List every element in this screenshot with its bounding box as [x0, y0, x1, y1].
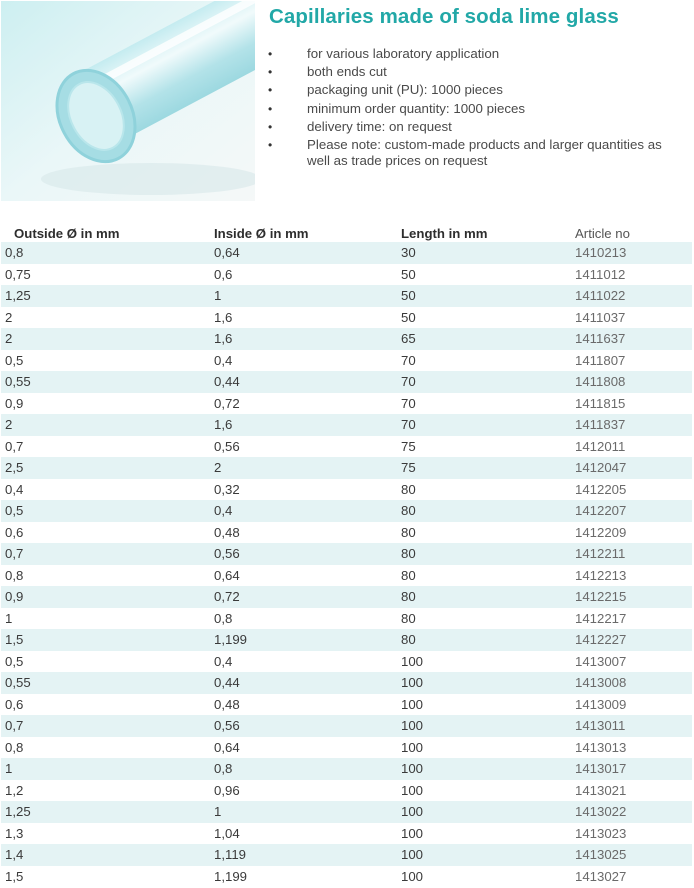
table-row — [1, 758, 692, 780]
cell-outside-diameter: 2 — [1, 328, 210, 350]
cell-outside-diameter: 0,9 — [5, 395, 24, 411]
table-row — [1, 479, 692, 501]
page-title: Capillaries made of soda lime glass — [269, 5, 619, 28]
table-row — [1, 543, 692, 565]
cell-inside-diameter: 1,199 — [210, 629, 397, 651]
table-row — [1, 242, 692, 264]
cell-article-no: 1411012 — [575, 266, 626, 282]
cell-article-no: 1413017 — [571, 758, 692, 780]
cell-inside-diameter: 0,6 — [214, 266, 233, 282]
cell-article-no: 1413023 — [575, 825, 627, 841]
cell-length: 100 — [397, 758, 571, 780]
cell-article-no: 1412211 — [571, 543, 692, 565]
cell-inside-diameter: 0,48 — [214, 524, 240, 540]
cell-length: 100 — [397, 844, 571, 866]
cell-inside-diameter: 0,48 — [214, 696, 240, 712]
table-row — [1, 801, 692, 823]
table-row — [1, 285, 692, 307]
cell-article-no: 1413011 — [571, 715, 692, 737]
header-outside-diameter: Outside Ø in mm — [14, 226, 120, 241]
cell-inside-diameter: 0,32 — [214, 481, 240, 497]
feature-item: • delivery time: on request — [268, 118, 452, 134]
cell-length: 70 — [401, 352, 416, 368]
header-inside-diameter: Inside Ø in mm — [214, 226, 309, 241]
cell-article-no: 1411837 — [571, 414, 692, 436]
cell-inside-diameter: 0,8 — [214, 610, 233, 626]
table-row — [1, 457, 692, 479]
header-article-no: Article no — [575, 226, 630, 241]
table-row — [1, 651, 692, 673]
cell-outside-diameter: 1,4 — [1, 844, 210, 866]
cell-outside-diameter: 0,6 — [5, 696, 24, 712]
table-row — [1, 866, 692, 888]
table-row — [1, 522, 692, 544]
cell-article-no: 1413013 — [575, 739, 627, 755]
feature-list — [268, 46, 688, 171]
table-row — [1, 328, 692, 350]
cell-inside-diameter: 0,96 — [214, 782, 240, 798]
cell-article-no: 1413022 — [571, 801, 692, 823]
cell-length: 50 — [397, 285, 571, 307]
cell-inside-diameter: 1 — [210, 801, 397, 823]
bullet-icon: • — [268, 119, 273, 134]
cell-outside-diameter: 0,5 — [5, 352, 24, 368]
cell-article-no: 1411808 — [571, 371, 692, 393]
cell-inside-diameter: 0,72 — [210, 586, 397, 608]
cell-outside-diameter: 1,3 — [5, 825, 24, 841]
cell-outside-diameter: 1,25 — [1, 285, 210, 307]
cell-length: 80 — [401, 610, 416, 626]
bullet-icon: • — [268, 65, 273, 80]
cell-outside-diameter: 0,8 — [1, 242, 210, 264]
cell-inside-diameter: 1,04 — [214, 825, 240, 841]
cell-length: 65 — [397, 328, 571, 350]
cell-inside-diameter: 1 — [210, 285, 397, 307]
cell-inside-diameter: 0,8 — [210, 758, 397, 780]
cell-inside-diameter: 0,56 — [210, 543, 397, 565]
cell-length: 80 — [397, 586, 571, 608]
feature-item: • packaging unit (PU): 1000 pieces — [268, 82, 503, 98]
table-row — [1, 436, 692, 458]
table-row — [1, 586, 692, 608]
table-header-row — [1, 221, 692, 242]
cell-length: 80 — [397, 500, 571, 522]
table-row — [1, 823, 692, 845]
feature-item: • minimum order quantity: 1000 pieces — [268, 100, 526, 116]
cell-length: 50 — [401, 309, 416, 325]
cell-article-no: 1412207 — [571, 500, 692, 522]
cell-inside-diameter: 0,64 — [210, 242, 397, 264]
table-row — [1, 565, 692, 587]
cell-article-no: 1410213 — [571, 242, 692, 264]
cell-length: 75 — [401, 438, 416, 454]
cell-inside-diameter: 0,4 — [210, 500, 397, 522]
cell-article-no: 1412217 — [575, 610, 627, 626]
cell-article-no: 1412213 — [575, 567, 627, 583]
cell-article-no: 1413025 — [571, 844, 692, 866]
cell-inside-diameter: 1,6 — [214, 309, 233, 325]
cell-inside-diameter: 0,4 — [214, 653, 233, 669]
cell-inside-diameter: 0,56 — [214, 438, 240, 454]
table-row — [1, 694, 692, 716]
cell-outside-diameter: 0,7 — [1, 543, 210, 565]
table-row — [1, 737, 692, 759]
cell-inside-diameter: 1,6 — [210, 328, 397, 350]
cell-article-no: 1412215 — [571, 586, 692, 608]
cell-article-no: 1412047 — [571, 457, 692, 479]
table-row — [1, 264, 692, 286]
bullet-icon: • — [268, 83, 273, 98]
cell-article-no: 1412227 — [571, 629, 692, 651]
feature-item: • for various laboratory application — [268, 46, 500, 61]
feature-item: • Please note: custom-made products and larger quantities as well as trade prices on request — [268, 136, 662, 168]
feature-item: • both ends cut — [268, 64, 387, 80]
cell-length: 100 — [401, 782, 424, 798]
cell-outside-diameter: 1,5 — [5, 868, 24, 884]
cell-length: 100 — [397, 801, 571, 823]
cell-inside-diameter: 2 — [210, 457, 397, 479]
cell-length: 75 — [397, 457, 571, 479]
cell-inside-diameter: 0,64 — [214, 567, 240, 583]
cell-length: 80 — [401, 524, 416, 540]
cell-outside-diameter: 1 — [1, 758, 210, 780]
cell-article-no: 1412205 — [575, 481, 627, 497]
glass-capillary-image — [1, 1, 255, 201]
table-row — [1, 307, 692, 329]
cell-inside-diameter: 1,6 — [210, 414, 397, 436]
cell-inside-diameter: 1,199 — [214, 868, 248, 884]
cell-length: 30 — [397, 242, 571, 264]
cell-length: 80 — [401, 481, 416, 497]
cell-outside-diameter: 1,25 — [1, 801, 210, 823]
cell-outside-diameter: 1,2 — [5, 782, 24, 798]
cell-article-no: 1412209 — [575, 524, 627, 540]
cell-article-no: 1411037 — [575, 309, 626, 325]
table-row — [1, 629, 692, 651]
cell-length: 70 — [401, 395, 416, 411]
cell-length: 70 — [397, 371, 571, 393]
table-row — [1, 414, 692, 436]
cell-length: 100 — [397, 715, 571, 737]
table-row — [1, 393, 692, 415]
cell-length: 100 — [401, 739, 424, 755]
cell-inside-diameter: 0,44 — [210, 672, 397, 694]
cell-inside-diameter: 0,4 — [214, 352, 233, 368]
cell-length: 100 — [401, 653, 424, 669]
table-row — [1, 608, 692, 630]
table-row — [1, 780, 692, 802]
cell-outside-diameter: 2 — [1, 414, 210, 436]
cell-length: 100 — [401, 825, 424, 841]
cell-outside-diameter: 0,55 — [1, 672, 210, 694]
cell-article-no: 1411807 — [575, 352, 626, 368]
table-row — [1, 500, 692, 522]
cell-inside-diameter: 0,56 — [210, 715, 397, 737]
cell-outside-diameter: 0,8 — [5, 739, 24, 755]
bullet-icon: • — [268, 47, 273, 61]
cell-outside-diameter: 0,4 — [5, 481, 24, 497]
cell-inside-diameter: 0,44 — [210, 371, 397, 393]
cell-outside-diameter: 0,7 — [5, 438, 24, 454]
table-row — [1, 672, 692, 694]
cell-inside-diameter: 0,64 — [214, 739, 240, 755]
cell-outside-diameter: 1 — [5, 610, 13, 626]
cell-outside-diameter: 2 — [5, 309, 13, 325]
table-row — [1, 371, 692, 393]
cell-article-no: 1411815 — [575, 395, 626, 411]
cell-outside-diameter: 2,5 — [1, 457, 210, 479]
table-row — [1, 715, 692, 737]
bullet-icon: • — [268, 101, 273, 116]
cell-outside-diameter: 0,5 — [1, 500, 210, 522]
capillary-spec-table — [1, 221, 692, 887]
cell-outside-diameter: 0,5 — [5, 653, 24, 669]
cell-outside-diameter: 0,7 — [1, 715, 210, 737]
cell-article-no: 1413009 — [575, 696, 627, 712]
cell-article-no: 1413008 — [571, 672, 692, 694]
cell-outside-diameter: 0,75 — [5, 266, 31, 282]
cell-outside-diameter: 0,9 — [1, 586, 210, 608]
cell-article-no: 1411637 — [571, 328, 692, 350]
cell-length: 70 — [397, 414, 571, 436]
table-row — [1, 350, 692, 372]
cell-length: 50 — [401, 266, 416, 282]
cell-length: 100 — [397, 672, 571, 694]
cell-article-no: 1413007 — [575, 653, 627, 669]
cell-length: 80 — [401, 567, 416, 583]
cell-outside-diameter: 0,6 — [5, 524, 24, 540]
cell-inside-diameter: 1,119 — [210, 844, 397, 866]
cell-length: 100 — [401, 696, 424, 712]
cell-article-no: 1412011 — [575, 438, 626, 454]
cell-length: 80 — [397, 543, 571, 565]
cell-article-no: 1413021 — [575, 782, 627, 798]
table-row — [1, 844, 692, 866]
cell-article-no: 1413027 — [575, 868, 627, 884]
cell-length: 80 — [397, 629, 571, 651]
cell-length: 100 — [401, 868, 424, 884]
bullet-icon: • — [268, 137, 273, 152]
cell-inside-diameter: 0,72 — [214, 395, 240, 411]
cell-outside-diameter: 1,5 — [1, 629, 210, 651]
cell-article-no: 1411022 — [571, 285, 692, 307]
header-length: Length in mm — [401, 226, 488, 241]
cell-outside-diameter: 0,8 — [5, 567, 24, 583]
cell-outside-diameter: 0,55 — [1, 371, 210, 393]
